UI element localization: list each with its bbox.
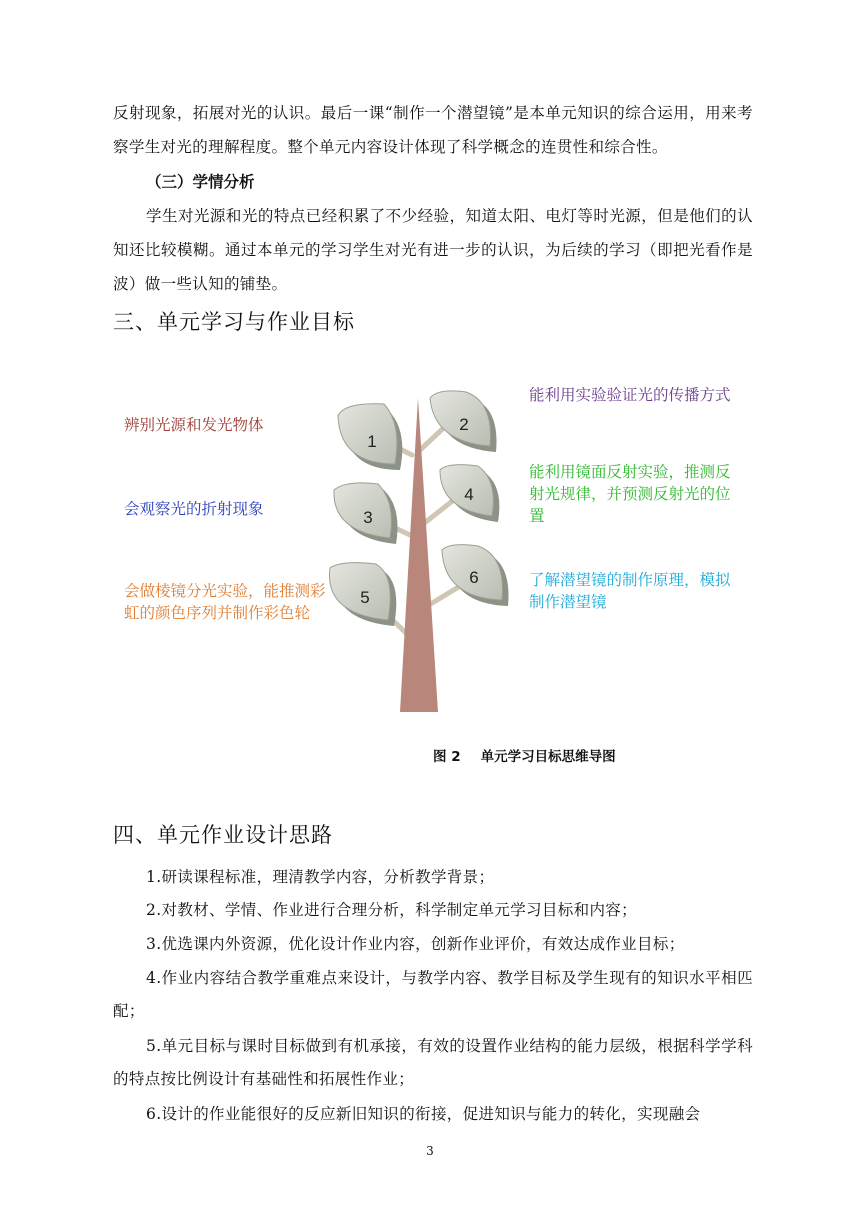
- section3-heading: 三、单元学习与作业目标: [113, 310, 355, 334]
- list-item-3: 3.优选课内外资源，优化设计作业内容，创新作业评价，有效达成作业目标；: [146, 935, 685, 953]
- figure-title: 单元学习目标思维导图: [480, 749, 616, 765]
- list-item-6: 6.设计的作业能很好的反应新旧知识的衔接，促进知识与能力的转化，实现融会: [146, 1105, 701, 1123]
- leaf-3-number: 3: [363, 508, 373, 527]
- figure-caption: [433, 745, 616, 765]
- goal-6-text: 了解潜望镜的制作原理，模拟制作潜望镜: [529, 571, 731, 611]
- leaf-2-number: 2: [459, 415, 469, 434]
- leaf-6-number: 6: [469, 568, 479, 587]
- goal-3-text: 会观察光的折射现象: [124, 500, 264, 518]
- list-item-4: 4.作业内容结合教学重难点来设计，与教学内容、教学目标及学生现有的知识水平相匹配；: [113, 969, 753, 1020]
- list-item-2: 2.对教材、学情、作业进行合理分析，科学制定单元学习目标和内容；: [146, 901, 637, 919]
- goal-5-text: 会做棱镜分光实验，能推测彩虹的颜色序列并制作彩色轮: [124, 582, 326, 622]
- list-item-5: 5.单元目标与课时目标做到有机承接，有效的设置作业结构的能力层级，根据科学学科的特点按比例设计有基础性和拓展性作业；: [113, 1037, 753, 1088]
- intro-paragraph-2: 学生对光源和光的特点已经积累了不少经验，知道太阳、电灯等时光源，但是他们的认知还比较模糊。通过本单元的学习学生对光有进一步的认识，为后续的学习（即把光看作是波）做一些认知的铺垫。: [113, 207, 753, 293]
- page-number: 3: [426, 1144, 434, 1158]
- goal-4-text: 能利用镜面反射实验，推测反射光规律，并预测反射光的位置: [529, 463, 731, 525]
- figure-label: 图 2: [433, 749, 461, 765]
- leaf-5-number: 5: [360, 588, 370, 607]
- goal-2-text: 能利用实验验证光的传播方式: [529, 386, 731, 404]
- subheading-learner-analysis: （三）学情分析: [146, 173, 255, 191]
- goal-1-text: 辨别光源和发光物体: [124, 416, 264, 434]
- tree-trunk: [400, 398, 438, 712]
- section4-heading: 四、单元作业设计思路: [113, 823, 333, 847]
- leaf-1-number: 1: [367, 432, 377, 451]
- leaf-4-number: 4: [464, 485, 474, 504]
- list-item-1: 1.研读课程标准，理清教学内容，分析教学背景；: [146, 868, 495, 886]
- intro-paragraph-1: 反射现象，拓展对光的认识。最后一课“制作一个潜望镜”是本单元知识的综合运用，用来考察学生对光的理解程度。整个单元内容设计体现了科学概念的连贯性和综合性。: [113, 104, 753, 156]
